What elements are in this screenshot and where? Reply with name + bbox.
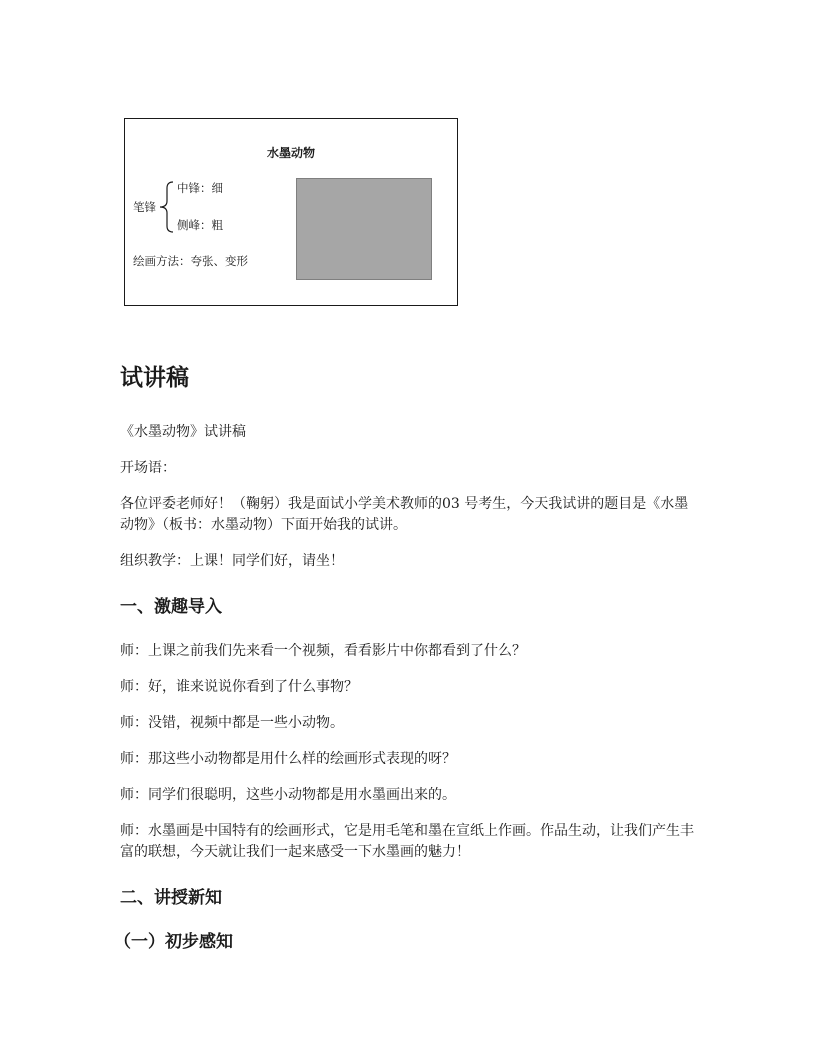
- blackboard-diagram: [124, 118, 458, 306]
- dialogue-line: 师：没错，视频中都是一些小动物。: [120, 714, 344, 731]
- organize-paragraph: 组织教学：上课！同学们好，请坐！: [120, 552, 344, 569]
- dialogue-line: 师：同学们很聪明，这些小动物都是用水墨画出来的。: [120, 786, 456, 803]
- dialogue-line: 师：水墨画是中国特有的绘画形式，它是用毛笔和墨在宣纸上作画。作品生动，让我们产生丰富的联想，今天就让我们一起来感受一下水墨画的魅力！: [120, 822, 694, 860]
- stroke-center-label: 中锋：细: [177, 181, 223, 195]
- dialogue-line: 师：好，谁来说说你看到了什么事物？: [120, 678, 358, 695]
- page-title: 试讲稿: [120, 364, 189, 391]
- brush-label: 笔锋: [133, 200, 156, 214]
- method-label: 绘画方法：夸张、变形: [133, 254, 248, 268]
- brace-icon: [159, 181, 177, 233]
- opening-label: 开场语：: [120, 459, 176, 476]
- document-body: [114, 364, 700, 953]
- lesson-subtitle: 《水墨动物》试讲稿: [120, 423, 246, 440]
- stroke-side-label: 侧峰：粗: [177, 218, 223, 232]
- picture-placeholder: [296, 178, 432, 280]
- dialogue-line: 师：那这些小动物都是用什么样的绘画形式表现的呀？: [120, 750, 456, 767]
- section-heading-2: 二、讲授新知: [120, 887, 222, 908]
- subsection-heading: （一）初步感知: [114, 932, 233, 953]
- greeting-paragraph: 各位评委老师好！（鞠躬）我是面试小学美术教师的03 号考生，今天我试讲的题目是《水墨动物》（板书：水墨动物）下面开始我的试讲。: [120, 495, 689, 533]
- board-title: 水墨动物: [266, 146, 315, 160]
- dialogue-line: 师：上课之前我们先来看一个视频，看看影片中你都看到了什么？: [120, 642, 526, 659]
- section-heading-1: 一、激趣导入: [120, 596, 222, 617]
